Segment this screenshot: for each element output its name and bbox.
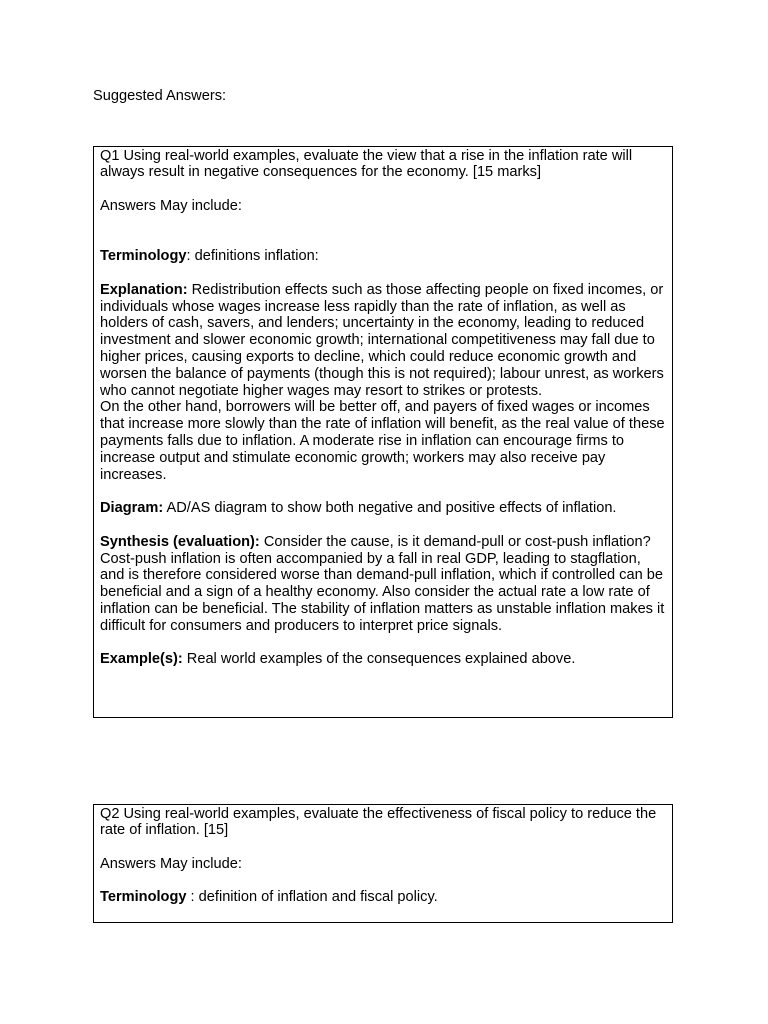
question-1-examples [100, 651, 666, 668]
examples-text: Real world examples of the consequences explained above. [182, 651, 576, 668]
question-2-intro: Answers May include: [100, 855, 242, 872]
question-2-box [93, 804, 673, 923]
explanation-text: Redistribution effects such as those affecting people on fixed incomes, or individuals whose wages increase less rapidly than the rate of inflation, as well as holders of cash, savers, and lenders; uncertainty in the economy, leading to reduced investment and slower economic growth; international competitiveness may fall due to higher prices, causing exports to decline, which could reduce economic growth and worsen the balance of payments (though this is not required); labour unrest, as workers who cannot negotiate higher wages may resort to strikes or protests. [100, 281, 664, 399]
diagram-label: Diagram: [100, 500, 164, 517]
examples-label: Example(s): [100, 651, 183, 668]
question-2-terminology [100, 889, 666, 906]
question-1-terminology [100, 248, 666, 265]
question-1-other-hand: On the other hand, borrowers will be better off, and payers of fixed wages or incomes that increase more slowly than the rate of inflation will benefit, as the real value of these payments falls due to inflation. A moderate rise in inflation can encourage firms to increase output and stimulate economic growth; workers may also receive pay increases. [100, 399, 665, 483]
synthesis-label: Synthesis (evaluation): [100, 533, 260, 550]
question-1-synthesis [100, 534, 666, 635]
question-1-diagram [100, 500, 666, 517]
explanation-label: Explanation: [100, 281, 188, 298]
question-1-explanation [100, 282, 666, 400]
question-2-text: Q2 Using real-world examples, evaluate the effectiveness of fiscal policy to reduce the rate of inflation. [15] [100, 805, 657, 839]
terminology-label: Terminology [100, 248, 187, 265]
diagram-text: AD/AS diagram to show both negative and positive effects of inflation. [163, 500, 617, 517]
page-heading: Suggested Answers: [93, 88, 227, 104]
terminology-text: : definitions inflation: [186, 248, 319, 265]
question-1-intro: Answers May include: [100, 197, 242, 214]
question-1-text: Q1 Using real-world examples, evaluate the view that a rise in the inflation rate will always result in negative consequences for the economy. [15 marks] [100, 147, 633, 181]
terminology-label: Terminology [100, 889, 187, 906]
terminology-text: : definition of inflation and fiscal policy. [186, 889, 438, 906]
question-1-box [93, 146, 673, 718]
synthesis-text: Consider the cause, is it demand-pull or cost-push inflation? Cost-push inflation is often accompanied by a fall in real GDP, leading to stagflation, and is therefore considered worse than demand-pull inflation, which if controlled can be beneficial and a sign of a healthy economy. Also consider the actual rate a low rate of inflation can be beneficial. The stability of inflation matters as unstable inflation makes it difficult for consumers and producers to interpret price signals. [100, 533, 665, 634]
